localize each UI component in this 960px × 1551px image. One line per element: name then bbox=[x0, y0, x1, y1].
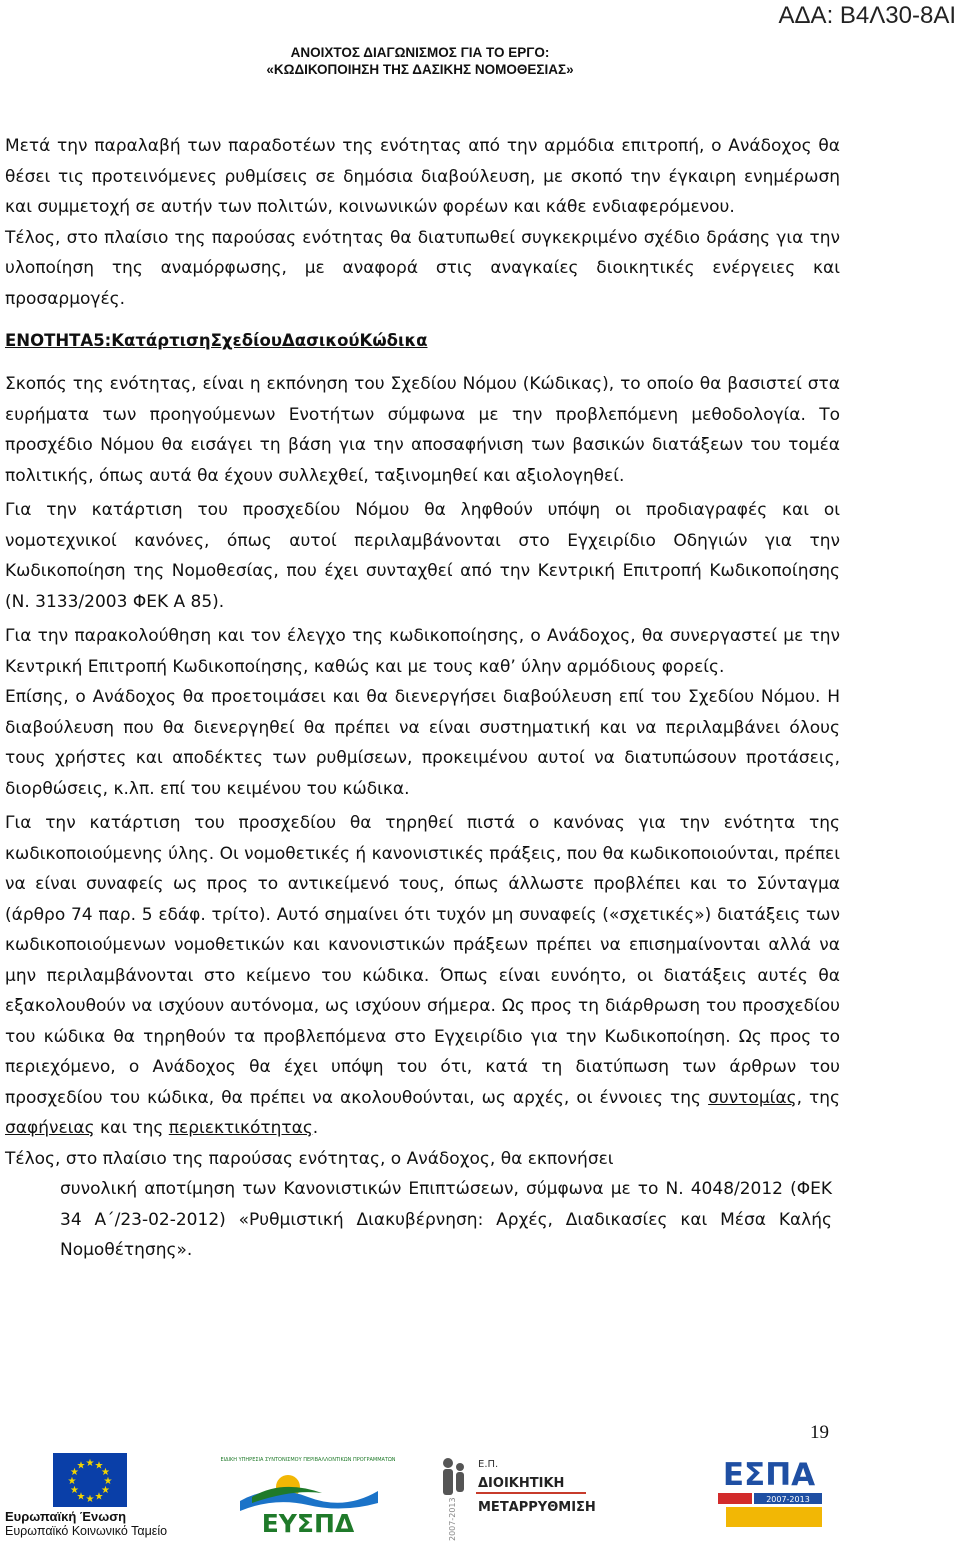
espa-wordmark: ΕΣΠΑ bbox=[722, 1457, 816, 1493]
paragraph-drafting-rules: Για την κατάρτιση του προσχεδίου Νόμου θα ληφθούν υπόψη οι προδιαγραφές και οι νομοτεχνικοί κανόνες, όπως αυτοί περιλαμβάνονται στο Εγχειρίδιο Οδηγιών για την Κωδικοποίηση της Νομοθεσίας, που έχει συνταχθεί από την Κεντρική Επιτροπή Κωδικοποίησης (Ν. 3133/2003 ΦΕΚ Α 85). bbox=[5, 500, 840, 612]
svg-text:★: ★ bbox=[76, 1491, 86, 1503]
eu-caption-1: Ευρωπαϊκή Ένωση bbox=[5, 1509, 127, 1524]
term-clarity: σαφήνειας bbox=[5, 1118, 95, 1138]
svg-text:★: ★ bbox=[103, 1476, 113, 1487]
principles-text: Για την κατάρτιση του προσχεδίου θα τηρηθεί πιστά ο κανόνας για την ενότητα της κωδικοποιούμενης ύλης. Οι νομοθετικές ή κανονιστικές πράξεις, που θα κωδικοποιούνται, πρέπει να είναι συναφείς ως προς το αντικείμενό τους, όπως άλλωστε προβλέπει και το Σύνταγμα (άρθρο 74 παρ. 5 εδάφ. τρίτο). Αυτό σημαίνει ότι τυχόν μη συναφείς («σχετικές») διατάξεις των κωδικοποιούμενων νομοθετικών και κανονιστικών πράξεων πρέπει να επισημαίνονται αλλά να μην περιλαμβάνονται στο κείμενο του κώδικα. Όπως είναι ευνόητο, οι διατάξεις αυτές θα εξακολουθούν να ισχύουν αυτόνομα, ως ισχύουν σήμερα. Ως προς τη διάρθρωση του προσχεδίου του κώδικα θα τηρηθούν τα προβλεπόμενα στο Εγχειρίδιο για την Κωδικοποίηση. Ως προς το περιεχόμενο, ο Ανάδοχος θα έχει υπόψη του ότι, κατά τη διατύπωση των άρθρων του προσχεδίου του κώδικα, θα πρέπει να ακολουθούνται, ως αρχές, οι έννοιες της bbox=[5, 813, 840, 1108]
footer-logos bbox=[0, 1453, 960, 1551]
paragraph-monitoring: Για την παρακολούθηση και τον έλεγχο της κωδικοποίησης, ο Ανάδοχος, θα συνεργαστεί με την Κεντρική Επιτροπή Κωδικοποίησης, καθώς και με τους καθ’ ύλην αρμόδιους φορείς. bbox=[5, 626, 840, 677]
dm-line-2: ΜΕΤΑΡΡΥΘΜΙΣΗ bbox=[478, 1500, 596, 1515]
eyspd-subtitle: ΕΙΔΙΚΗ ΥΠΗΡΕΣΙΑ ΣΥΝΤΟΝΙΣΜΟΥ ΠΕΡΙΒΑΛΛΟΝΤΙΚΩΝ ΠΡΟΓΡΑΜΜΑΤΩΝ bbox=[220, 1457, 396, 1463]
document-header bbox=[0, 44, 840, 78]
svg-text:★: ★ bbox=[85, 1458, 95, 1469]
svg-text:★: ★ bbox=[70, 1467, 79, 1478]
svg-text:★: ★ bbox=[70, 1485, 79, 1496]
term-brevity: συντομίας bbox=[708, 1087, 797, 1108]
header-line-1: ΑΝΟΙΧΤΟΣ ΔΙΑΓΩΝΙΣΜΟΣ ΓΙΑ ΤΟ ΕΡΓΟ: bbox=[290, 45, 550, 60]
paragraph-impact-assessment: συνολική αποτίμηση των Κανονιστικών Επιπτώσεων, σύμφωνα με το Ν. 4048/2012 (ΦΕΚ 34 Α΄/23-02-2012) «Ρυθμιστική Διακυβέρνηση: Αρχές, Διαδικασίες και Μέσα Καλής Νομοθέτησης». bbox=[60, 1179, 832, 1260]
eu-logo bbox=[5, 1453, 175, 1538]
eyspd-wordmark: ΕΥΣΠΔ bbox=[261, 1509, 355, 1538]
dm-line-1: ΔΙΟΙΚΗΤΙΚΗ bbox=[478, 1476, 565, 1491]
espa-logo bbox=[706, 1453, 836, 1535]
paragraph-public-consultation: Επίσης, ο Ανάδοχος θα προετοιμάσει και θα διενεργήσει διαβούλευση επί του Σχεδίου Νόμου. Η διαβούλευση που θα διενεργηθεί θα πρέπει να είναι συστηματική και να περιλαμβάνει όλους τους χρήστες και αποδέκτες των ρυθμίσεων, προκειμένου αυτοί να διατυπώσουν προτάσεις, διορθώσεις, κ.λπ. επί του κειμένου του κώδικα. bbox=[5, 687, 840, 799]
svg-text:★: ★ bbox=[67, 1476, 77, 1487]
eu-caption-2: Ευρωπαϊκό Κοινωνικό Ταμείο bbox=[5, 1524, 168, 1538]
section-heading: ΕΝΟΤΗΤΑ5:ΚατάρτισηΣχεδίουΔασικούΚώδικα bbox=[5, 331, 428, 350]
svg-text:★: ★ bbox=[85, 1494, 95, 1505]
paragraph-purpose: Σκοπός της ενότητας, είναι η εκπόνηση του Σχεδίου Νόμου (Κώδικας), το οποίο θα βασιστεί στα ευρήματα των προηγούμενων Ενοτήτων σύμφωνα με την προβλεπόμενη μεθοδολογία. Το προσχέδιο Νόμου θα εισάγει τη βάση για την αποσαφήνιση των βασικών διατάξεων του τομέα πολιτικής, όπως αυτά θα έχουν συλλεχθεί, ταξινομηθεί και αξιολογηθεί. bbox=[5, 374, 840, 486]
dm-years: 2007-2013 bbox=[448, 1497, 457, 1541]
document-body bbox=[5, 131, 840, 1266]
dioikitiki-metarrythmisi-logo bbox=[436, 1455, 596, 1545]
espa-years: 2007-2013 bbox=[766, 1495, 810, 1504]
paragraph-final-intro: Τέλος, στο πλαίσιο της παρούσας ενότητας, ο Ανάδοχος, θα εκπονήσει bbox=[5, 1148, 614, 1169]
people-icon bbox=[443, 1458, 464, 1495]
header-line-2: «ΚΩΔΙΚΟΠΟΙΗΣΗ ΤΗΣ ΔΑΣΙΚΗΣ ΝΟΜΟΘΕΣΙΑΣ» bbox=[266, 62, 574, 77]
svg-text:★: ★ bbox=[101, 1467, 110, 1478]
eu-flag-icon bbox=[53, 1453, 127, 1507]
ada-code: ΑΔΑ: Β4Λ30-8ΑΙ bbox=[778, 2, 956, 29]
page-number: 19 bbox=[810, 1422, 829, 1443]
term-comprehensiveness: περιεκτικότητας bbox=[168, 1118, 313, 1138]
svg-text:★: ★ bbox=[101, 1485, 110, 1496]
eyspd-logo bbox=[220, 1453, 396, 1538]
paragraph-action-plan: Τέλος, στο πλαίσιο της παρούσας ενότητας θα διατυπωθεί συγκεκριμένο σχέδιο δράσης για την υλοποίηση της αναμόρφωσης, με αναφορά στις αναγκαίες διοικητικές ενέργειες και προσαρμογές. bbox=[5, 227, 840, 309]
separator-1: , της bbox=[796, 1087, 840, 1108]
svg-text:★: ★ bbox=[76, 1460, 86, 1472]
separator-2: και της bbox=[94, 1118, 169, 1138]
paragraph-codification-principles bbox=[5, 808, 840, 1144]
ep-label: Ε.Π. bbox=[478, 1459, 499, 1470]
sentence-end: . bbox=[312, 1118, 319, 1138]
svg-text:★: ★ bbox=[94, 1460, 104, 1472]
svg-text:★: ★ bbox=[94, 1491, 104, 1503]
espa-stripe-icon bbox=[726, 1507, 822, 1527]
paragraph-consultation: Μετά την παραλαβή των παραδοτέων της ενότητας από την αρμόδια επιτροπή, ο Ανάδοχος θα θέσει τις προτεινόμενες ρυθμίσεις σε δημόσια διαβούλευση, με σκοπό την έγκαιρη ενημέρωση και συμμετοχή σε αυτήν των πολιτών, κοινωνικών φορέων και κάθε ενδιαφερόμενου. bbox=[5, 136, 840, 217]
